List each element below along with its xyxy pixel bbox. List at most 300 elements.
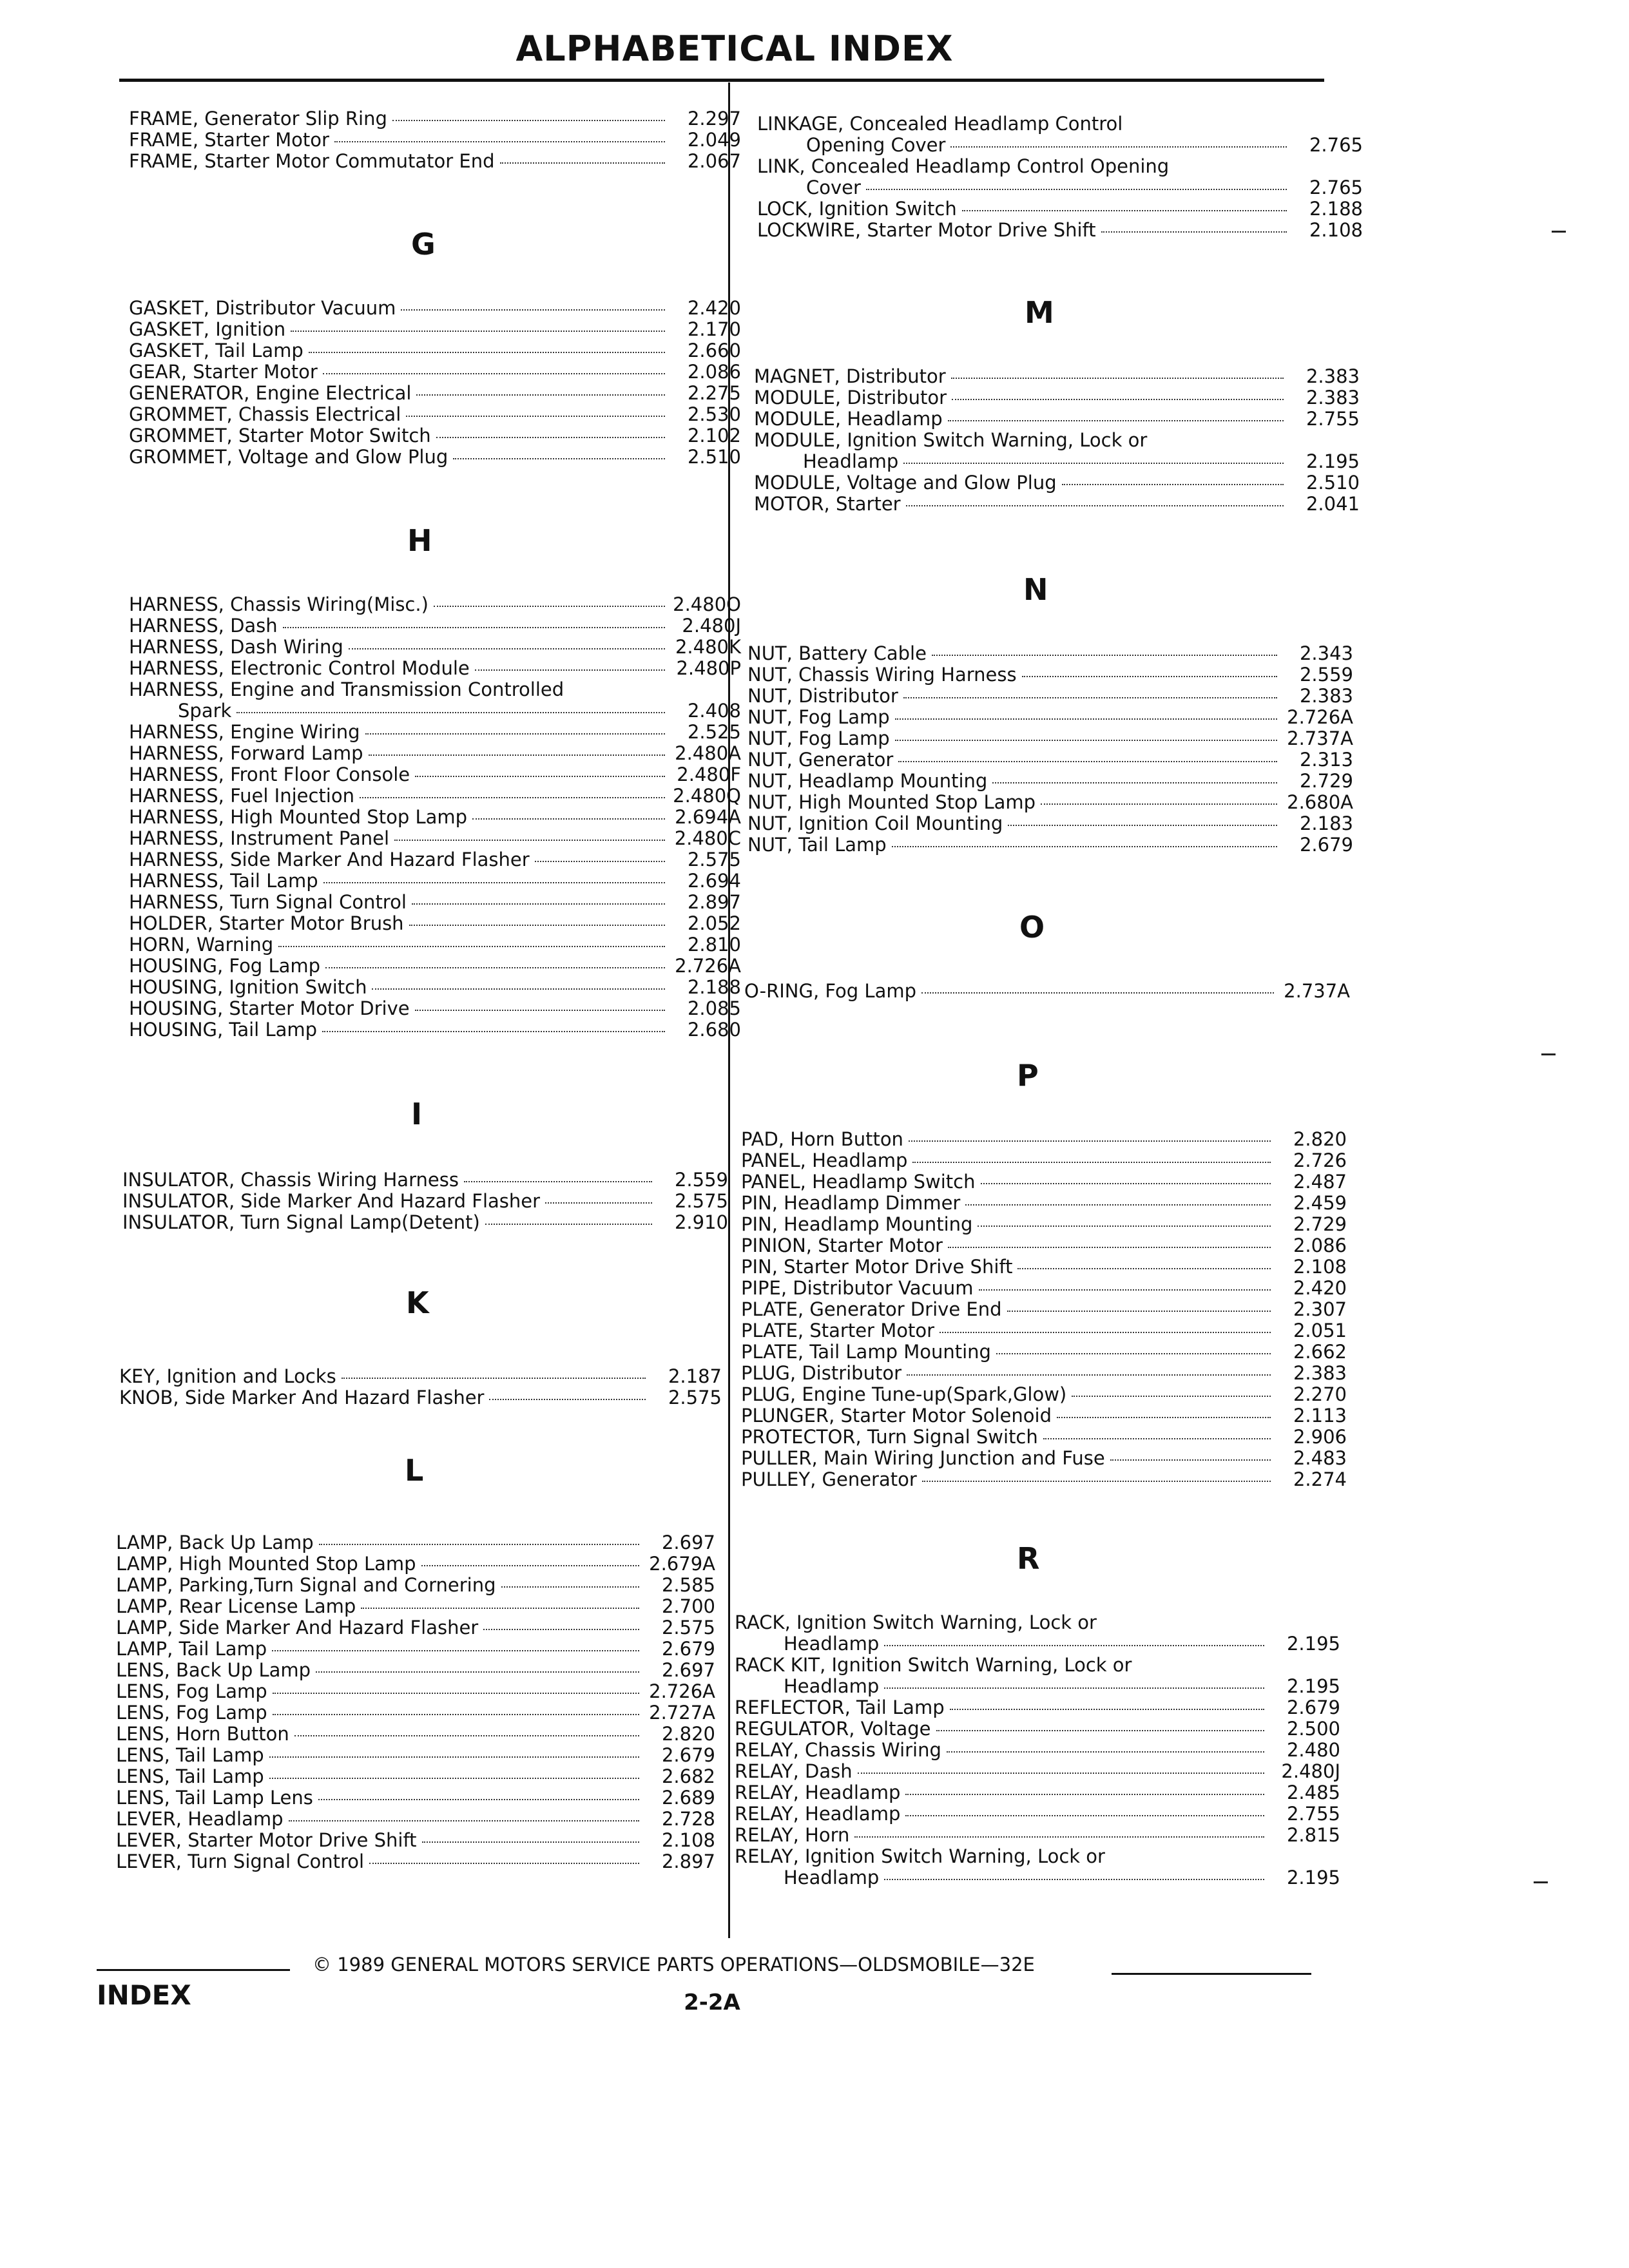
entry-name: NUT, Chassis Wiring Harness: [747, 664, 1017, 686]
leader-dots: [1017, 1268, 1271, 1269]
entry-name: INSULATOR, Chassis Wiring Harness: [122, 1169, 459, 1191]
entry-name: HARNESS, Dash Wiring: [129, 636, 343, 658]
entry-reference: 2.187: [668, 1365, 722, 1387]
entry-reference: 2.459: [1293, 1192, 1347, 1214]
entry-reference: 2.510: [687, 446, 741, 468]
leader-dots: [272, 1650, 639, 1651]
index-entry: [757, 198, 1363, 220]
leader-dots: [501, 1586, 639, 1588]
leader-dots: [905, 1794, 1264, 1795]
index-entry: [129, 108, 741, 130]
entry-name: LAMP, High Mounted Stop Lamp: [116, 1553, 416, 1575]
entry-reference: 2.820: [1293, 1128, 1347, 1150]
entry-reference: 2.052: [687, 912, 741, 934]
entry-reference: 2.408: [687, 700, 741, 722]
index-entry: [129, 319, 741, 340]
entry-name: MODULE, Headlamp: [754, 408, 943, 430]
entry-name: HOUSING, Starter Motor Drive: [129, 997, 410, 1019]
index-entry: [129, 870, 741, 892]
index-entry: [129, 764, 741, 785]
leader-dots: [415, 1010, 665, 1011]
leader-dots: [884, 1645, 1264, 1646]
section-letter: R: [1017, 1541, 1040, 1576]
entry-name: RELAY, Horn: [735, 1824, 850, 1846]
entry-reference: 2.307: [1293, 1298, 1347, 1320]
leader-dots: [392, 120, 665, 121]
leader-dots: [936, 1730, 1265, 1731]
entry-name: HARNESS, Fuel Injection: [129, 785, 354, 807]
entry-reference: 2.108: [1309, 219, 1363, 241]
index-entry: [119, 1387, 722, 1408]
index-entry: [116, 1787, 715, 1809]
entry-reference: 2.726A: [649, 1680, 715, 1702]
index-entry: [129, 637, 741, 658]
index-entry: [129, 151, 741, 172]
leader-dots: [1022, 676, 1277, 677]
entry-name: HARNESS, Instrument Panel: [129, 827, 390, 849]
entry-reference: 2.480A: [675, 742, 741, 764]
index-entry: [735, 1697, 1340, 1718]
entry-reference: 2.765: [1309, 134, 1363, 156]
entry-reference: 2.049: [687, 129, 741, 151]
leader-dots: [978, 1225, 1271, 1227]
entry-name: HARNESS, Forward Lamp: [129, 742, 363, 764]
leader-dots: [422, 1841, 639, 1843]
entry-reference: 2.383: [1299, 685, 1353, 707]
leader-dots: [948, 1247, 1271, 1248]
entry-reference: 2.679: [1299, 834, 1353, 856]
index-entry: [129, 658, 741, 679]
entry-reference: 2.662: [1293, 1341, 1347, 1363]
entry-reference: 2.480: [1286, 1739, 1340, 1761]
entry-reference: 2.480O: [673, 593, 741, 615]
entry-reference: 2.729: [1299, 770, 1353, 792]
index-entry: [116, 1830, 715, 1851]
entry-name: NUT, Fog Lamp: [747, 727, 890, 749]
leader-dots: [992, 782, 1277, 783]
leader-dots: [409, 925, 665, 926]
entry-reference: 2.067: [687, 150, 741, 172]
entry-reference: 2.086: [687, 361, 741, 383]
leader-dots: [858, 1773, 1264, 1774]
entry-name: LENS, Tail Lamp Lens: [116, 1787, 313, 1809]
entry-name: NUT, Tail Lamp: [747, 834, 887, 856]
leader-dots: [318, 1799, 639, 1800]
leader-dots: [464, 1181, 652, 1182]
entry-reference: 2.480K: [675, 636, 741, 658]
entry-name: NUT, Generator: [747, 749, 894, 771]
entry-reference: 2.170: [687, 318, 741, 340]
index-entry: [741, 1150, 1347, 1171]
leader-dots: [1110, 1459, 1271, 1461]
entry-reference: 2.485: [1286, 1782, 1340, 1803]
entry-name-continued: Spark: [178, 700, 232, 722]
leader-dots: [962, 210, 1287, 211]
entry-reference: 2.195: [1286, 1675, 1340, 1697]
leader-dots: [453, 458, 665, 459]
index-entry: [754, 494, 1360, 515]
leader-dots: [898, 761, 1277, 762]
leader-dots: [369, 1863, 639, 1864]
leader-dots: [323, 373, 665, 374]
leader-dots: [342, 1378, 646, 1379]
entry-name: RELAY, Dash: [735, 1760, 853, 1782]
leader-dots: [907, 1374, 1271, 1376]
right-column: [728, 0, 1366, 2268]
leader-dots: [283, 627, 665, 628]
leader-dots: [485, 1224, 652, 1225]
entry-name: NUT, Battery Cable: [747, 642, 927, 664]
entry-name: MOTOR, Starter: [754, 493, 901, 515]
margin-mark: [1541, 1053, 1556, 1055]
index-entry: [747, 664, 1353, 686]
entry-name: GENERATOR, Engine Electrical: [129, 382, 412, 404]
index-entry: [129, 340, 741, 361]
leader-dots: [500, 162, 666, 164]
leader-dots: [369, 754, 666, 756]
index-entry: [122, 1191, 728, 1212]
entry-reference: 2.086: [1293, 1235, 1347, 1256]
entry-name: LINKAGE, Concealed Headlamp Control: [757, 113, 1123, 135]
index-entry: [116, 1575, 715, 1596]
leader-dots: [1008, 825, 1277, 826]
index-entry: [116, 1809, 715, 1830]
entry-name: PLATE, Generator Drive End: [741, 1298, 1002, 1320]
entry-reference: 2.510: [1306, 472, 1360, 494]
leader-dots: [952, 399, 1284, 400]
entry-name-continued: Headlamp: [803, 450, 899, 472]
entry-name: INSULATOR, Turn Signal Lamp(Detent): [122, 1211, 480, 1233]
entry-reference: 2.195: [1306, 450, 1360, 472]
leader-dots: [421, 1565, 639, 1566]
entry-name: MODULE, Distributor: [754, 387, 947, 408]
entry-name: FRAME, Starter Motor: [129, 129, 329, 151]
leader-dots: [979, 1289, 1271, 1291]
entry-name: LEVER, Starter Motor Drive Shift: [116, 1829, 417, 1851]
entry-name: PULLER, Main Wiring Junction and Fuse: [741, 1447, 1105, 1469]
leader-dots: [372, 988, 665, 990]
entry-name: PLATE, Tail Lamp Mounting: [741, 1341, 991, 1363]
index-entry: [741, 1171, 1347, 1193]
entry-name: KEY, Ignition and Locks: [119, 1365, 336, 1387]
leader-dots: [289, 1820, 639, 1821]
leader-dots: [319, 1544, 639, 1545]
index-entry: [116, 1617, 715, 1639]
index-entry: [754, 472, 1360, 494]
index-entry: [129, 743, 741, 764]
leader-dots: [884, 1879, 1264, 1880]
footer-section-label: INDEX: [97, 1979, 191, 2011]
entry-name-continued: Cover: [806, 177, 861, 198]
entry-reference: 2.680: [687, 1019, 741, 1041]
index-entry: [741, 1341, 1347, 1363]
leader-dots: [903, 697, 1277, 698]
entry-name-continued: Opening Cover: [806, 134, 946, 156]
index-entry: [747, 813, 1353, 834]
entry-name: HARNESS, Electronic Control Module: [129, 657, 470, 679]
index-entry: [116, 1532, 715, 1553]
entry-name: HARNESS, Turn Signal Control: [129, 891, 407, 913]
index-entry: [744, 981, 1350, 1002]
entry-reference: 2.275: [687, 382, 741, 404]
leader-dots: [535, 861, 665, 862]
entry-name: LAMP, Parking,Turn Signal and Cornering: [116, 1574, 496, 1596]
entry-name: HARNESS, Chassis Wiring(Misc.): [129, 593, 429, 615]
index-entry: [747, 834, 1353, 856]
entry-reference: 2.383: [1293, 1362, 1347, 1384]
index-entry: [116, 1745, 715, 1766]
entry-reference: 2.183: [1299, 812, 1353, 834]
leader-dots: [1062, 484, 1284, 485]
entry-reference: 2.188: [1309, 198, 1363, 220]
entry-name: LOCK, Ignition Switch: [757, 198, 957, 220]
entry-name: LEVER, Headlamp: [116, 1808, 284, 1830]
leader-dots: [489, 1399, 646, 1400]
entry-name: GROMMET, Starter Motor Switch: [129, 425, 431, 447]
index-entry: [741, 1129, 1347, 1150]
leader-dots: [406, 416, 665, 417]
index-entry: [735, 1825, 1340, 1846]
leader-dots: [965, 1204, 1271, 1206]
entry-reference: 2.274: [1293, 1468, 1347, 1490]
index-entry: [747, 686, 1353, 707]
index-entry: [741, 1448, 1347, 1469]
entry-name: LEVER, Turn Signal Control: [116, 1850, 365, 1872]
entry-reference: 2.108: [661, 1829, 715, 1851]
index-entry: [754, 366, 1360, 387]
leader-dots: [892, 846, 1277, 847]
leader-dots: [269, 1756, 639, 1758]
index-entry: [741, 1363, 1347, 1384]
index-entry: [129, 956, 741, 977]
entry-reference: 2.420: [687, 297, 741, 319]
entry-name: RACK KIT, Ignition Switch Warning, Lock or: [735, 1654, 1132, 1676]
section-letter: I: [411, 1097, 423, 1131]
entry-name: HARNESS, Dash: [129, 615, 278, 637]
index-entry: [757, 156, 1363, 198]
index-entry: [116, 1681, 715, 1702]
section-letter: G: [411, 227, 436, 262]
entry-name: GASKET, Distributor Vacuum: [129, 297, 396, 319]
entry-reference: 2.420: [1293, 1277, 1347, 1299]
entry-name: GEAR, Starter Motor: [129, 361, 318, 383]
leader-dots: [940, 1332, 1271, 1333]
entry-reference: 2.297: [687, 108, 741, 130]
entry-name: MODULE, Ignition Switch Warning, Lock or: [754, 429, 1148, 451]
entry-name: PLUG, Distributor: [741, 1362, 902, 1384]
entry-reference: 2.694: [687, 870, 741, 892]
entry-reference: 2.820: [661, 1723, 715, 1745]
entry-reference: 2.480Q: [673, 785, 741, 807]
entry-reference: 2.188: [687, 976, 741, 998]
entry-reference: 2.697: [661, 1532, 715, 1553]
leader-dots: [545, 1202, 652, 1204]
entry-name: NUT, High Mounted Stop Lamp: [747, 791, 1036, 813]
entry-reference: 2.525: [687, 721, 741, 743]
entry-reference: 2.737A: [1284, 980, 1350, 1002]
leader-dots: [416, 394, 665, 396]
leader-dots: [1101, 231, 1287, 233]
index-entry: [741, 1384, 1347, 1405]
index-entry: [741, 1235, 1347, 1256]
index-entry: [129, 298, 741, 319]
entry-reference: 2.726: [1293, 1149, 1347, 1171]
entry-name: O-RING, Fog Lamp: [744, 980, 917, 1002]
entry-name: LAMP, Back Up Lamp: [116, 1532, 314, 1553]
index-entry: [129, 807, 741, 828]
index-entry: [122, 1169, 728, 1191]
entry-reference: 2.500: [1286, 1718, 1340, 1740]
entry-reference: 2.383: [1306, 365, 1360, 387]
leader-dots: [415, 776, 665, 777]
leader-dots: [948, 420, 1284, 421]
entry-name: PINION, Starter Motor: [741, 1235, 943, 1256]
leader-dots: [981, 1183, 1271, 1184]
index-entry: [735, 1655, 1340, 1697]
index-entry: [116, 1766, 715, 1787]
entry-reference: 2.728: [661, 1808, 715, 1830]
leader-dots: [895, 740, 1277, 741]
entry-reference: 2.755: [1286, 1803, 1340, 1825]
leader-dots: [947, 1751, 1264, 1753]
leader-dots: [291, 331, 665, 332]
entry-reference: 2.343: [1299, 642, 1353, 664]
index-entry: [116, 1639, 715, 1660]
leader-dots: [1041, 803, 1277, 805]
entry-name: KNOB, Side Marker And Hazard Flasher: [119, 1387, 485, 1408]
leader-dots: [866, 189, 1287, 190]
leader-dots: [236, 712, 665, 713]
entry-reference: 2.195: [1286, 1867, 1340, 1888]
entry-name: GASKET, Tail Lamp: [129, 340, 304, 361]
leader-dots: [269, 1778, 639, 1779]
entry-name-continued: Headlamp: [784, 1633, 880, 1655]
entry-reference: 2.483: [1293, 1447, 1347, 1469]
entry-reference: 2.575: [674, 1190, 728, 1212]
leader-dots: [906, 505, 1284, 506]
entry-reference: 2.575: [668, 1387, 722, 1408]
index-entry: [735, 1782, 1340, 1803]
leader-dots: [1007, 1311, 1271, 1312]
leader-dots: [401, 309, 665, 311]
index-entry: [116, 1660, 715, 1681]
entry-name: LENS, Fog Lamp: [116, 1702, 267, 1724]
entry-name: GROMMET, Voltage and Glow Plug: [129, 446, 448, 468]
index-entry: [747, 749, 1353, 771]
entry-name: RACK, Ignition Switch Warning, Lock or: [735, 1611, 1097, 1633]
leader-dots: [334, 141, 665, 142]
leader-dots: [912, 1162, 1271, 1163]
leader-dots: [1043, 1438, 1271, 1439]
index-entry: [741, 1405, 1347, 1427]
index-entry: [754, 387, 1360, 408]
leader-dots: [996, 1353, 1271, 1354]
entry-reference: 2.689: [661, 1787, 715, 1809]
entry-name: HARNESS, High Mounted Stop Lamp: [129, 806, 468, 828]
entry-name: RELAY, Chassis Wiring: [735, 1739, 941, 1761]
index-entry: [735, 1846, 1340, 1888]
index-entry: [741, 1278, 1347, 1299]
entry-name: RELAY, Ignition Switch Warning, Lock or: [735, 1845, 1105, 1867]
entry-reference: 2.108: [1293, 1256, 1347, 1278]
leader-dots: [273, 1714, 639, 1715]
entry-reference: 2.480P: [676, 657, 741, 679]
entry-reference: 2.726A: [675, 955, 741, 977]
entry-reference: 2.679: [661, 1744, 715, 1766]
entry-reference: 2.113: [1293, 1405, 1347, 1427]
entry-name: LENS, Tail Lamp: [116, 1765, 264, 1787]
entry-reference: 2.729: [1293, 1213, 1347, 1235]
index-entry: [741, 1299, 1347, 1320]
index-entry: [129, 892, 741, 913]
leader-dots: [905, 1815, 1264, 1816]
entry-reference: 2.682: [661, 1765, 715, 1787]
entry-name: RELAY, Headlamp: [735, 1803, 901, 1825]
entry-reference: 2.559: [674, 1169, 728, 1191]
leader-dots: [932, 655, 1277, 656]
index-entry: [741, 1427, 1347, 1448]
leader-dots: [951, 378, 1284, 379]
leader-dots: [361, 1608, 639, 1609]
entry-reference: 2.085: [687, 997, 741, 1019]
entry-name: NUT, Distributor: [747, 685, 898, 707]
section-letter: P: [1017, 1058, 1039, 1093]
entry-reference: 2.910: [674, 1211, 728, 1233]
entry-reference: 2.575: [661, 1617, 715, 1639]
leader-dots: [922, 1481, 1271, 1482]
leader-dots: [294, 1735, 639, 1736]
leader-dots: [273, 1693, 639, 1694]
margin-mark: [1534, 1881, 1548, 1883]
entry-reference: 2.679: [1286, 1696, 1340, 1718]
index-entry: [747, 707, 1353, 728]
section-letter: N: [1023, 572, 1048, 607]
index-entry: [129, 722, 741, 743]
index-entry: [129, 615, 741, 637]
entry-name: PULLEY, Generator: [741, 1468, 917, 1490]
leader-dots: [325, 967, 665, 968]
entry-name: LAMP, Rear License Lamp: [116, 1595, 356, 1617]
index-entry: [129, 383, 741, 404]
index-entry: [735, 1718, 1340, 1740]
leader-dots: [349, 648, 665, 649]
leader-dots: [921, 992, 1274, 994]
index-entry: [116, 1851, 715, 1872]
index-entry: [754, 430, 1360, 472]
index-entry: [129, 998, 741, 1019]
index-entry: [747, 728, 1353, 749]
index-entry: [735, 1740, 1340, 1761]
entry-name: HOUSING, Fog Lamp: [129, 955, 321, 977]
leader-dots: [483, 1629, 639, 1630]
entry-reference: 2.660: [687, 340, 741, 361]
entry-name: HOUSING, Tail Lamp: [129, 1019, 318, 1041]
leader-dots: [309, 352, 665, 353]
leader-dots: [322, 1031, 665, 1032]
entry-name: PROTECTOR, Turn Signal Switch: [741, 1426, 1038, 1448]
section-letter: L: [405, 1453, 424, 1488]
entry-name-continued: Headlamp: [784, 1675, 880, 1697]
index-entry: [735, 1612, 1340, 1655]
entry-reference: 2.383: [1306, 387, 1360, 408]
leader-dots: [434, 606, 665, 607]
entry-name: FRAME, Starter Motor Commutator End: [129, 150, 495, 172]
entry-name: LINK, Concealed Headlamp Control Opening: [757, 155, 1170, 177]
leader-dots: [394, 840, 665, 841]
leader-dots: [278, 946, 665, 947]
leader-dots: [950, 146, 1287, 148]
entry-name: HARNESS, Side Marker And Hazard Flasher: [129, 849, 530, 870]
